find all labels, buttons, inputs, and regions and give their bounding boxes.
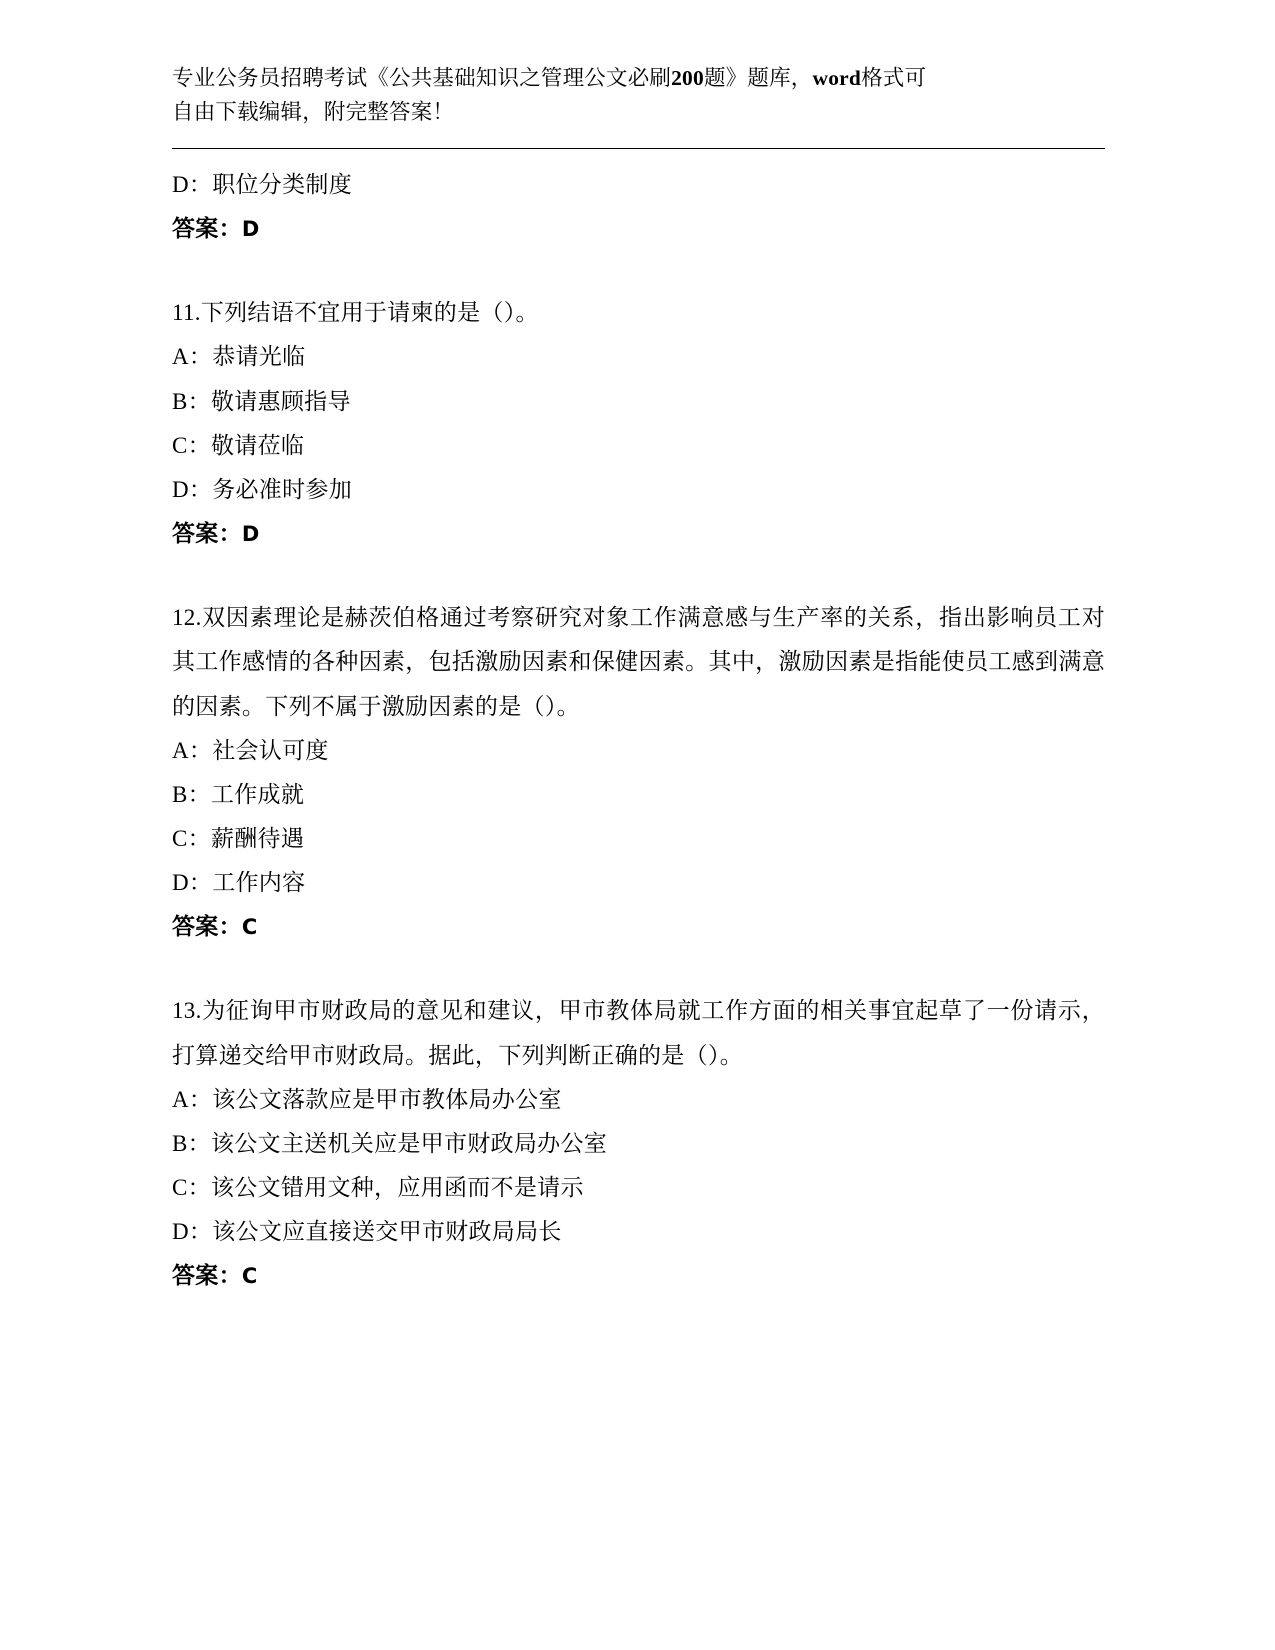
answer-13 (172, 1254, 1105, 1298)
question-text-13: 为征询甲市财政局的意见和建议，甲市教体局就工作方面的相关事宜起草了一份请示，打算递交给甲市财政局。据此，下列判断正确的是（）。 (172, 998, 1105, 1068)
option-d-carryover: D：职位分类制度 (172, 171, 353, 197)
question-stem-11 (172, 291, 1105, 335)
answer-label-12: 答案： (172, 914, 242, 940)
option-d-13: D：该公文应直接送交甲市财政局局长 (172, 1219, 562, 1245)
question-block-11 (172, 291, 1105, 556)
answer-11 (172, 512, 1105, 556)
question-stem-13 (172, 989, 1105, 1077)
header-text-part3: 格式可 (861, 66, 927, 90)
question-number-12: 12. (172, 605, 202, 631)
option-a-11: A：恭请光临 (172, 344, 306, 370)
answer-label-13: 答案： (172, 1263, 242, 1289)
answer-label-11: 答案： (172, 521, 242, 547)
option-b-13: B：该公文主送机关应是甲市财政局办公室 (172, 1130, 608, 1156)
header-word-format: word (812, 66, 862, 90)
header-text-part2: 题》题库， (703, 66, 813, 90)
answer-carryover (172, 207, 1105, 251)
question-text-11: 下列结语不宜用于请柬的是（）。 (200, 300, 539, 326)
option-b-12: B：工作成就 (172, 781, 305, 807)
answer-12 (172, 905, 1105, 949)
option-d-11: D：务必准时参加 (172, 476, 353, 502)
answer-value-13: C (241, 1264, 258, 1289)
question-block-12 (172, 596, 1105, 949)
page-header (172, 62, 1105, 130)
option-c-11: C：敬请莅临 (172, 432, 305, 458)
answer-label: 答案： (172, 216, 242, 242)
question-number-11: 11. (172, 300, 201, 326)
carryover-block (172, 163, 1105, 251)
question-text-12: 双因素理论是赫茨伯格通过考察研究对象工作满意感与生产率的关系，指出影响员工对其工作感情的各种因素，包括激励因素和保健因素。其中，激励因素是指能使员工感到满意的因素。下列不属于激励因素的是（）。 (172, 605, 1105, 719)
option-c-12: C：薪酬待遇 (172, 825, 305, 851)
option-a-12: A：社会认可度 (172, 737, 329, 763)
question-stem-12 (172, 596, 1105, 728)
header-text-line2: 自由下载编辑，附完整答案！ (172, 99, 455, 124)
header-number-200: 200 (671, 66, 704, 90)
option-c-13: C：该公文错用文种，应用函而不是请示 (172, 1175, 584, 1201)
answer-value-12: C (241, 915, 258, 940)
option-d-12: D：工作内容 (172, 870, 306, 896)
answer-value-11: D (241, 522, 260, 547)
option-b-11: B：敬请惠顾指导 (172, 388, 351, 414)
answer-value: D (241, 217, 260, 242)
question-block-13 (172, 989, 1105, 1298)
option-a-13: A：该公文落款应是甲市教体局办公室 (172, 1086, 562, 1112)
header-text-part1: 专业公务员招聘考试《公共基础知识之管理公文必刷 (172, 66, 672, 90)
question-number-13: 13. (172, 998, 202, 1024)
